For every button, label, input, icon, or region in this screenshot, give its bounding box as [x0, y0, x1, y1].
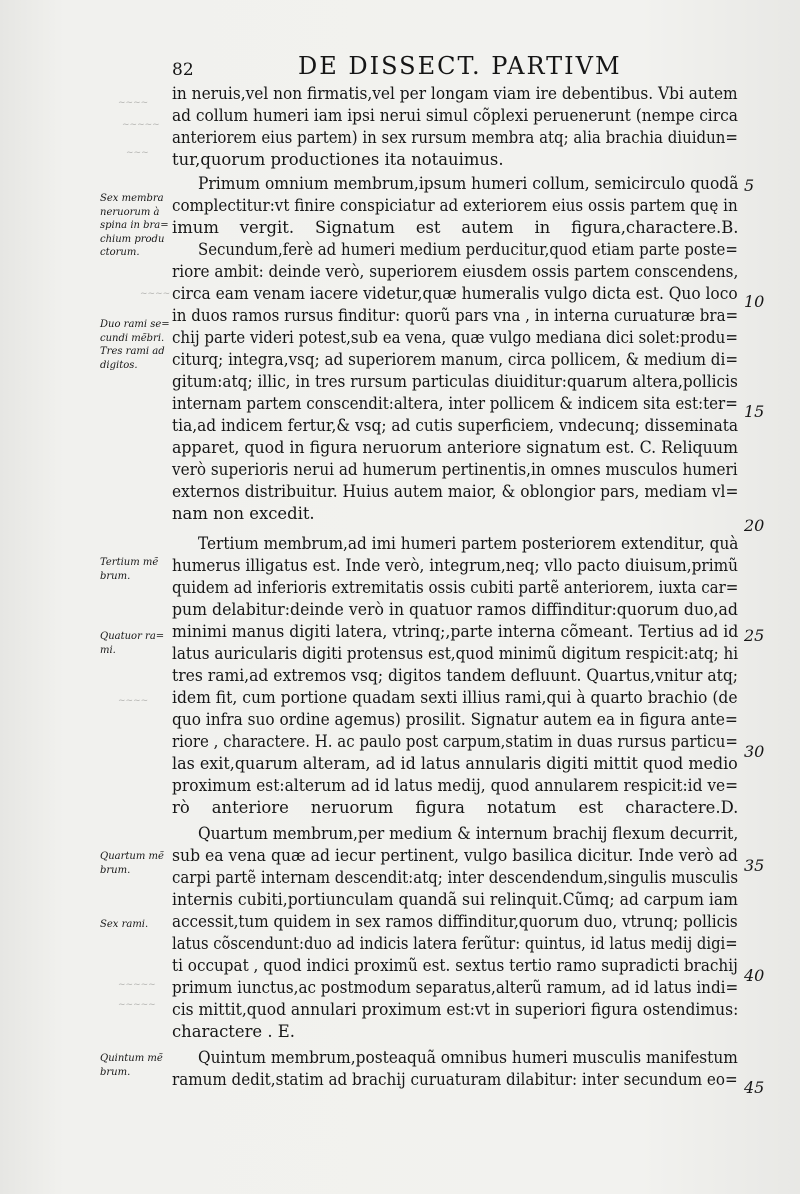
page-number: 82	[172, 60, 194, 80]
line-number: 10	[744, 292, 765, 311]
text-line: cis mittit,quod annulari proximum est:vt in superiori figura ostendimus:	[172, 1000, 739, 1019]
text-line: carpi partẽ internam descendit:atq; inter descendendum,singulis musculis	[172, 868, 739, 887]
text-line: charactere . E.	[172, 1022, 295, 1041]
text-line: imum vergit. Signatum est autem in figura,charactere.B.	[172, 218, 739, 237]
line-number: 5	[744, 176, 755, 195]
line-number: 30	[744, 742, 765, 761]
text-line: complectitur:vt finire conspiciatur ad exteriorem eius ossis partem quę in	[172, 196, 738, 215]
line-number: 20	[744, 516, 765, 535]
margin-note-line: brum.	[100, 864, 131, 876]
margin-note-line: mi.	[100, 644, 116, 656]
text-line: latus cõscendunt:duo ad indicis latera ferũtur: quintus, id latus medij digi=	[172, 934, 738, 953]
text-line: circa eam venam iacere videtur,quæ humeralis vulgo dicta est. Quo loco	[172, 284, 738, 303]
margin-note-quartum	[100, 850, 176, 877]
margin-note-line: cundi mẽbri.	[100, 332, 165, 344]
text-line: quidem ad inferioris extremitatis ossis cubiti partẽ anteriorem, iuxta car=	[172, 578, 739, 597]
margin-note-line: chium produ	[100, 233, 165, 245]
page-header	[168, 52, 748, 88]
margin-note-quatuor-rami	[100, 630, 176, 657]
text-line: rò anteriore neruorum figura notatum est charactere.D.	[172, 798, 739, 817]
line-number: 45	[744, 1078, 765, 1097]
text-line: Tertium membrum,ad imi humeri partem posteriorem extenditur, quà	[198, 534, 739, 553]
text-line: ad collum humeri iam ipsi nerui simul cõplexi peruenerunt (nempe circa	[172, 106, 738, 125]
text-line: sub ea vena quæ ad iecur pertinent, vulgo basilica dicitur. Inde verò ad	[172, 846, 738, 865]
margin-note-tertium	[100, 556, 176, 583]
text-line: gitum:atq; illic, in tres rursum particulas diuiditur:quarum altera,pollicis	[172, 372, 738, 391]
text-line: accessit,tum quidem in sex ramos diffinditur,quorum duo, vtrunq; pollicis	[172, 912, 738, 931]
margin-note-line: Sex membra	[100, 193, 164, 204]
text-line: nam non excedit.	[172, 504, 315, 523]
bleed-through-mark: ~~~~	[140, 289, 171, 299]
line-number: 40	[744, 966, 765, 985]
margin-note-line: Tres rami ad	[100, 346, 165, 357]
running-title: DE DISSECT. PARTIVM	[298, 52, 622, 80]
margin-note-line: Tertium mẽ	[100, 557, 159, 568]
margin-note-line: Sex rami.	[100, 919, 149, 930]
margin-note-line: Duo rami se=	[100, 319, 170, 330]
bleed-through-mark: ~~~~~	[118, 1000, 156, 1010]
text-line: anteriorem eius partem) in sex rursum membra atq; alia brachia diuidun=	[172, 128, 738, 147]
text-line: ramum dedit,statim ad brachij curuaturam dilabitur: inter secundum eo=	[172, 1070, 738, 1089]
bleed-through-mark: ~~~~	[118, 98, 149, 108]
line-number: 35	[744, 856, 765, 875]
margin-note-line: neruorum à	[100, 206, 160, 218]
text-line: Secundum,ferè ad humeri medium perducitur,quod etiam parte poste=	[198, 240, 738, 259]
text-line: Primum omnium membrum,ipsum humeri collum, semicirculo quodã	[198, 174, 739, 193]
text-line: las exit,quarum alteram, ad id latus annularis digiti mittit quod medio	[172, 754, 738, 773]
text-line: externos distribuitur. Huius autem maior, & oblongior pars, mediam vl=	[172, 482, 739, 501]
margin-note-line: digitos.	[100, 359, 138, 371]
text-line: latus auricularis digiti protensus est,quod minimũ digitum respicit:atq; hi	[172, 644, 739, 663]
margin-note-sex-rami	[100, 918, 176, 932]
margin-note-line: spina in bra=	[100, 220, 169, 231]
margin-note-line: brum.	[100, 1066, 131, 1078]
text-line: chij parte videri potest,sub ea vena, quæ vulgo mediana dici solet:produ=	[172, 328, 739, 347]
margin-note-line: Quatuor ra=	[100, 631, 165, 642]
text-line: riore ambit: deinde verò, superiorem eiusdem ossis partem conscendens,	[172, 262, 739, 281]
text-line: riore , charactere. H. ac paulo post carpum,statim in duas rursus particu=	[172, 732, 738, 751]
margin-note-sex-membra	[100, 192, 176, 260]
text-line: citurq; integra,vsq; ad superiorem manum, circa pollicem, & medium di=	[172, 350, 739, 369]
text-line: in neruis,vel non firmatis,vel per longam viam ire debentibus. Vbi autem	[172, 84, 738, 103]
margin-note-line: Quartum mẽ	[100, 851, 164, 862]
margin-note-duo-rami	[100, 318, 176, 372]
text-line: tia,ad indicem fertur,& vsq; ad cutis superficiem, vndecunq; disseminata	[172, 416, 739, 435]
bleed-through-mark: ~~~~~	[122, 120, 160, 130]
text-line: pum delabitur:deinde verò in quatuor ramos diffinditur:quorum duo,ad	[172, 600, 738, 619]
margin-note-line: Quintum mẽ	[100, 1053, 163, 1064]
text-line: ti occupat , quod indici proximũ est. sextus tertio ramo supradicti brachij	[172, 956, 738, 975]
text-line: proximum est:alterum ad id latus medij, quod annularem respicit:id ve=	[172, 776, 739, 795]
text-line: idem fit, cum portione quadam sexti illius rami,qui à quarto brachio (de	[172, 688, 738, 707]
margin-note-line: brum.	[100, 570, 131, 582]
bleed-through-mark: ~~~~	[118, 696, 149, 706]
line-number: 25	[744, 626, 765, 645]
text-line: tres rami,ad extremos vsq; digitos tandem defluunt. Quartus,vnitur atq;	[172, 666, 739, 685]
text-line: primum iunctus,ac postmodum separatus,alterũ ramum, ad id latus indi=	[172, 978, 739, 997]
text-line: apparet, quod in figura neruorum anteriore signatum est. C. Reliquum	[172, 438, 738, 457]
margin-note-line: ctorum.	[100, 247, 140, 258]
bleed-through-mark: ~~~~~	[118, 980, 156, 990]
text-line: Quartum membrum,per medium & internum brachij flexum decurrit,	[198, 824, 739, 843]
text-line: minimi manus digiti latera, vtrinq;,parte interna cõmeant. Tertius ad id	[172, 622, 739, 641]
text-line: quo infra suo ordine agemus) prosilit. Signatur autem ea in figura ante=	[172, 710, 738, 729]
text-line: internis cubiti,portiunculam quandã sui relinquit.Cũmq; ad carpum iam	[172, 890, 738, 909]
text-line: Quintum membrum,posteaquã omnibus humeri musculis manifestum	[198, 1048, 738, 1067]
bleed-through-mark: ~~~	[126, 148, 149, 158]
text-line: humerus illigatus est. Inde verò, integrum,neq; vllo pacto diuisum,primũ	[172, 556, 739, 575]
text-line: internam partem conscendit:altera, inter pollicem & indicem sita est:ter=	[172, 394, 738, 413]
text-line: verò superioris nerui ad humerum pertinentis,in omnes musculos humeri	[172, 460, 738, 479]
text-line: tur,quorum productiones ita notauimus.	[172, 150, 504, 169]
margin-note-quintum	[100, 1052, 176, 1079]
line-number: 15	[744, 402, 765, 421]
text-line: in duos ramos rursus finditur: quorũ pars vna , in interna curuaturæ bra=	[172, 306, 739, 325]
